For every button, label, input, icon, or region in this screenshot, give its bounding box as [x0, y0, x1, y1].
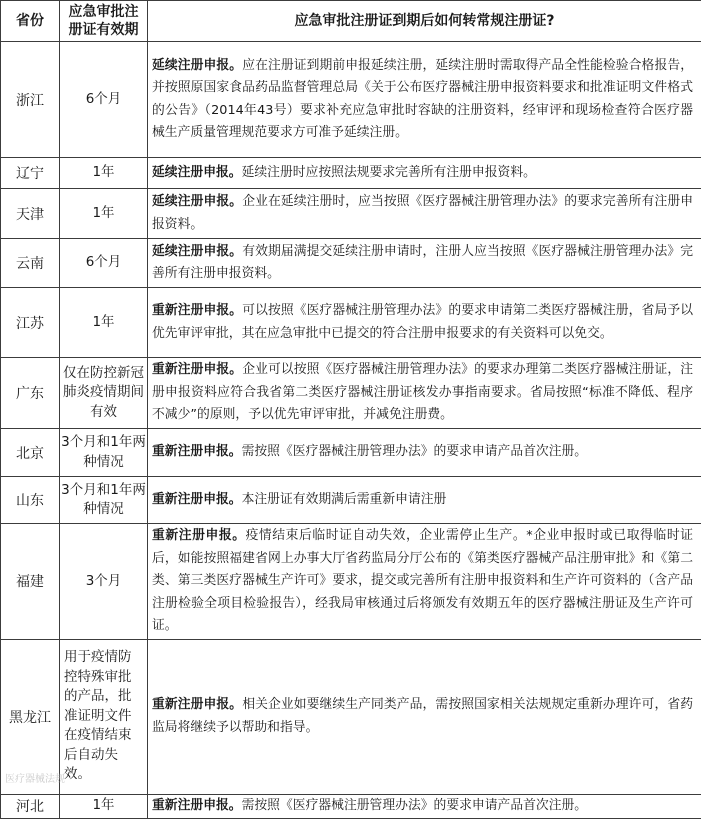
method-label: 延续注册申报。 [152, 58, 242, 73]
table-row [1, 42, 701, 158]
province-cell: 江苏 [1, 288, 60, 358]
header-validity: 应急审批注册证有效期 [60, 1, 148, 42]
province-cell: 广东 [1, 358, 60, 429]
province-cell: 北京 [1, 429, 60, 477]
province-cell: 浙江 [1, 42, 60, 158]
province-cell: 黑龙江 [1, 639, 60, 794]
method-label: 延续注册申报。 [152, 165, 242, 180]
table-row [1, 794, 701, 818]
description-cell [148, 239, 701, 288]
description-text: 延续注册时应按照法规要求完善所有注册申报资料。 [242, 165, 536, 180]
table-row [1, 524, 701, 640]
validity-cell: 3个月 [60, 524, 148, 640]
validity-cell: 3个月和1年两种情况 [60, 477, 148, 524]
watermark: 医疗器械法规 [5, 770, 65, 785]
description-text: 相关企业如要继续生产同类产品，需按照国家相关法规规定重新办理许可，省药监局将继续予以帮助和指导。 [152, 697, 693, 735]
description-text: 有效期届满提交延续注册申请时，注册人应当按照《医疗器械注册管理办法》完善所有注册申报资料。 [152, 244, 693, 282]
description-text: 需按照《医疗器械注册管理办法》的要求申请产品首次注册。 [242, 798, 588, 813]
province-cell: 辽宁 [1, 158, 60, 189]
description-cell [148, 639, 701, 794]
description-text: 本注册证有效期满后需重新申请注册 [242, 492, 447, 507]
validity-cell: 3个月和1年两种情况 [60, 429, 148, 477]
method-label: 延续注册申报。 [152, 194, 242, 209]
table-row [1, 239, 701, 288]
validity-cell: 用于疫情防控特殊审批的产品，批准证明文件在疫情结束后自动失效。 [60, 639, 148, 794]
description-text: 疫情结束后临时证自动失效，企业需停止生产。*企业申报时或已取得临时证后，如能按照福建省网上办事大厅省药监局分厅公布的《第类医疗器械产品注册审批》和《第二类、第三类医疗器械生产许可》要求，提交或完善所有注册申报资料和生产许可资料的（含产品注册检验全项目检验报告），经我局审核通过后将颁发有效期五年的医疗器械注册证及生产许可证。 [152, 528, 693, 633]
table-row [1, 639, 701, 794]
description-cell [148, 189, 701, 239]
table-row [1, 158, 701, 189]
province-cell: 河北 [1, 794, 60, 818]
province-cell: 山东 [1, 477, 60, 524]
description-text: 企业在延续注册时，应当按照《医疗器械注册管理办法》的要求完善所有注册申报资料。 [152, 194, 693, 232]
header-conversion: 应急审批注册证到期后如何转常规注册证? [148, 1, 701, 42]
validity-cell: 1年 [60, 794, 148, 818]
province-cell: 福建 [1, 524, 60, 640]
method-label: 重新注册申报。 [152, 444, 242, 459]
method-label: 重新注册申报。 [152, 492, 242, 507]
description-text: 企业可以按照《医疗器械注册管理办法》的要求办理第二类医疗器械注册证，注册申报资料应符合我省第二类医疗器械注册证核发办事指南要求。省局按照“标准不降低、程序不减少”的原则，予以优先审评审批，并减免注册费。 [152, 362, 693, 422]
description-cell [148, 358, 701, 429]
description-cell [148, 524, 701, 640]
table-row [1, 429, 701, 477]
table-row [1, 189, 701, 239]
table-row [1, 288, 701, 358]
validity-cell: 仅在防控新冠肺炎疫情期间有效 [60, 358, 148, 429]
validity-cell: 1年 [60, 189, 148, 239]
validity-cell: 6个月 [60, 42, 148, 158]
method-label: 重新注册申报。 [152, 303, 242, 318]
province-cell: 云南 [1, 239, 60, 288]
table-row [1, 358, 701, 429]
description-cell [148, 477, 701, 524]
table-row [1, 477, 701, 524]
validity-cell: 6个月 [60, 239, 148, 288]
method-label: 重新注册申报。 [152, 798, 242, 813]
province-cell: 天津 [1, 189, 60, 239]
description-cell [148, 429, 701, 477]
method-label: 延续注册申报。 [152, 244, 242, 259]
header-row [1, 1, 701, 42]
description-cell [148, 42, 701, 158]
header-province: 省份 [1, 1, 60, 42]
description-text: 需按照《医疗器械注册管理办法》的要求申请产品首次注册。 [242, 444, 588, 459]
validity-cell: 1年 [60, 288, 148, 358]
method-label: 重新注册申报。 [152, 362, 242, 377]
description-text: 应在注册证到期前申报延续注册，延续注册时需取得产品全性能检验合格报告，并按照原国家食品药品监督管理总局《关于公布医疗器械注册申报资料要求和批准证明文件格式的公告》（2014年43号）要求补充应急审批时容缺的注册资料，经审评和现场检查符合医疗器械生产质量管理规范要求方可准予延续注册。 [152, 58, 693, 141]
method-label: 重新注册申报。 [152, 697, 242, 712]
description-text: 可以按照《医疗器械注册管理办法》的要求申请第二类医疗器械注册，省局予以优先审评审批，其在应急审批中已提交的符合注册申报要求的有关资料可以免交。 [152, 303, 693, 341]
description-cell [148, 794, 701, 818]
description-cell [148, 288, 701, 358]
description-cell [148, 158, 701, 189]
method-label: 重新注册申报。 [152, 528, 246, 543]
validity-cell: 1年 [60, 158, 148, 189]
